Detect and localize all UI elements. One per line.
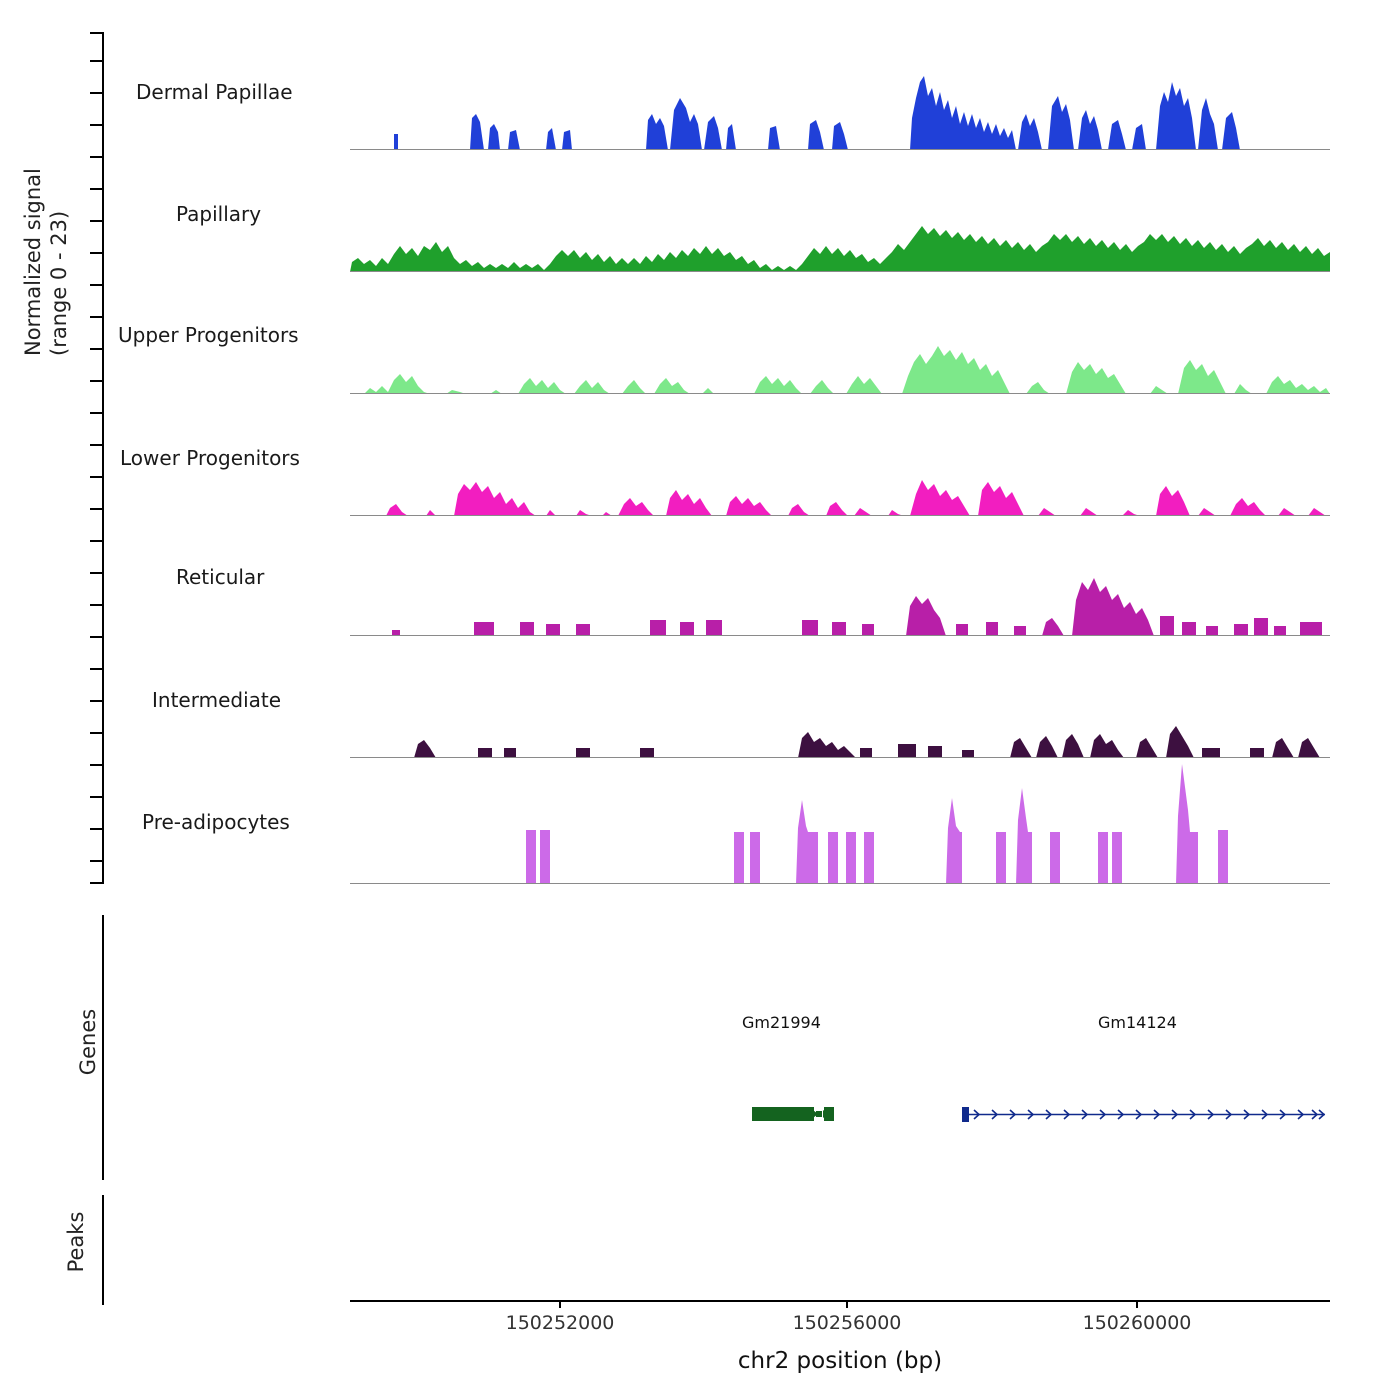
x-axis-tick [846, 1300, 848, 1308]
track-label-papillary: Papillary [176, 202, 262, 226]
y-axis-label-line2: (range 0 - 23) [47, 210, 71, 356]
axis-tick [90, 764, 102, 766]
track-label-reticular: Reticular [176, 565, 265, 589]
axis-tick [90, 124, 102, 126]
axis-tick [90, 572, 102, 574]
axis-tick [90, 860, 102, 862]
track-plot-upper-progenitors [350, 306, 1330, 394]
x-axis-tick [559, 1300, 561, 1308]
axis-tick [90, 220, 102, 222]
signal-area-intermediate [350, 670, 1330, 758]
axis-tick [90, 412, 102, 414]
axis-tick [90, 252, 102, 254]
axis-tick [90, 32, 102, 34]
signal-area-reticular [350, 548, 1330, 636]
peaks-panel-spine [102, 1195, 104, 1305]
track-label-intermediate: Intermediate [152, 688, 282, 712]
track-label-lower-progenitors: Lower Progenitors [120, 446, 300, 470]
x-axis-line [350, 1300, 1330, 1302]
track-plot-lower-progenitors [350, 428, 1330, 516]
y-axis-label [20, 168, 72, 356]
track-baseline [350, 149, 1330, 150]
peaks-track [350, 1230, 1330, 1290]
axis-tick [90, 476, 102, 478]
x-axis-tick-label: 150252000 [505, 1312, 615, 1334]
track-plot-dermal-papillae [350, 62, 1330, 150]
axis-tick [90, 636, 102, 638]
track-label-upper-progenitors: Upper Progenitors [118, 323, 299, 347]
axis-tick [90, 604, 102, 606]
gene-models [350, 1095, 1330, 1135]
y-axis-label-line1: Normalized signal [21, 168, 45, 356]
signal-area-papillary [350, 184, 1330, 272]
axis-tick [90, 828, 102, 830]
x-axis-tick [1136, 1300, 1138, 1308]
signal-panel-spine [102, 32, 104, 884]
axis-tick [90, 882, 102, 884]
axis-tick [90, 188, 102, 190]
axis-tick [90, 380, 102, 382]
axis-tick [90, 668, 102, 670]
signal-area-pre-adipocytes [350, 760, 1330, 884]
x-axis-title: chr2 position (bp) [737, 1348, 943, 1374]
track-baseline [350, 883, 1330, 884]
track-plot-papillary [350, 184, 1330, 272]
axis-tick [90, 700, 102, 702]
axis-tick [90, 508, 102, 510]
gene-label-gm21994: Gm21994 [742, 1013, 821, 1032]
genes-panel-label: Genes [76, 1008, 100, 1076]
peaks-panel-label: Peaks [64, 1211, 88, 1273]
track-label-dermal-papillae: Dermal Papillae [136, 80, 293, 104]
genes-panel-spine [102, 915, 104, 1180]
axis-tick [90, 92, 102, 94]
track-baseline [350, 515, 1330, 516]
axis-tick [90, 156, 102, 158]
x-axis-tick-label: 150260000 [1082, 1312, 1192, 1334]
gene-model-gm21994 [752, 1107, 834, 1121]
axis-tick [90, 348, 102, 350]
signal-area-lower-progenitors [350, 428, 1330, 516]
track-baseline [350, 271, 1330, 272]
genes-track [350, 1095, 1330, 1135]
signal-area-dermal-papillae [350, 62, 1330, 150]
signal-area-upper-progenitors [350, 306, 1330, 394]
track-plot-pre-adipocytes [350, 760, 1330, 884]
gene-model-gm14124 [962, 1107, 1325, 1122]
axis-tick [90, 444, 102, 446]
track-baseline [350, 635, 1330, 636]
x-axis-tick-label: 150256000 [792, 1312, 902, 1334]
axis-tick [90, 60, 102, 62]
axis-tick [90, 284, 102, 286]
axis-tick [90, 316, 102, 318]
track-baseline [350, 393, 1330, 394]
track-plot-intermediate [350, 670, 1330, 758]
track-plot-reticular [350, 548, 1330, 636]
track-label-pre-adipocytes: Pre-adipocytes [142, 810, 290, 834]
axis-tick [90, 732, 102, 734]
axis-tick [90, 540, 102, 542]
track-baseline [350, 757, 1330, 758]
axis-tick [90, 796, 102, 798]
gene-label-gm14124: Gm14124 [1098, 1013, 1177, 1032]
